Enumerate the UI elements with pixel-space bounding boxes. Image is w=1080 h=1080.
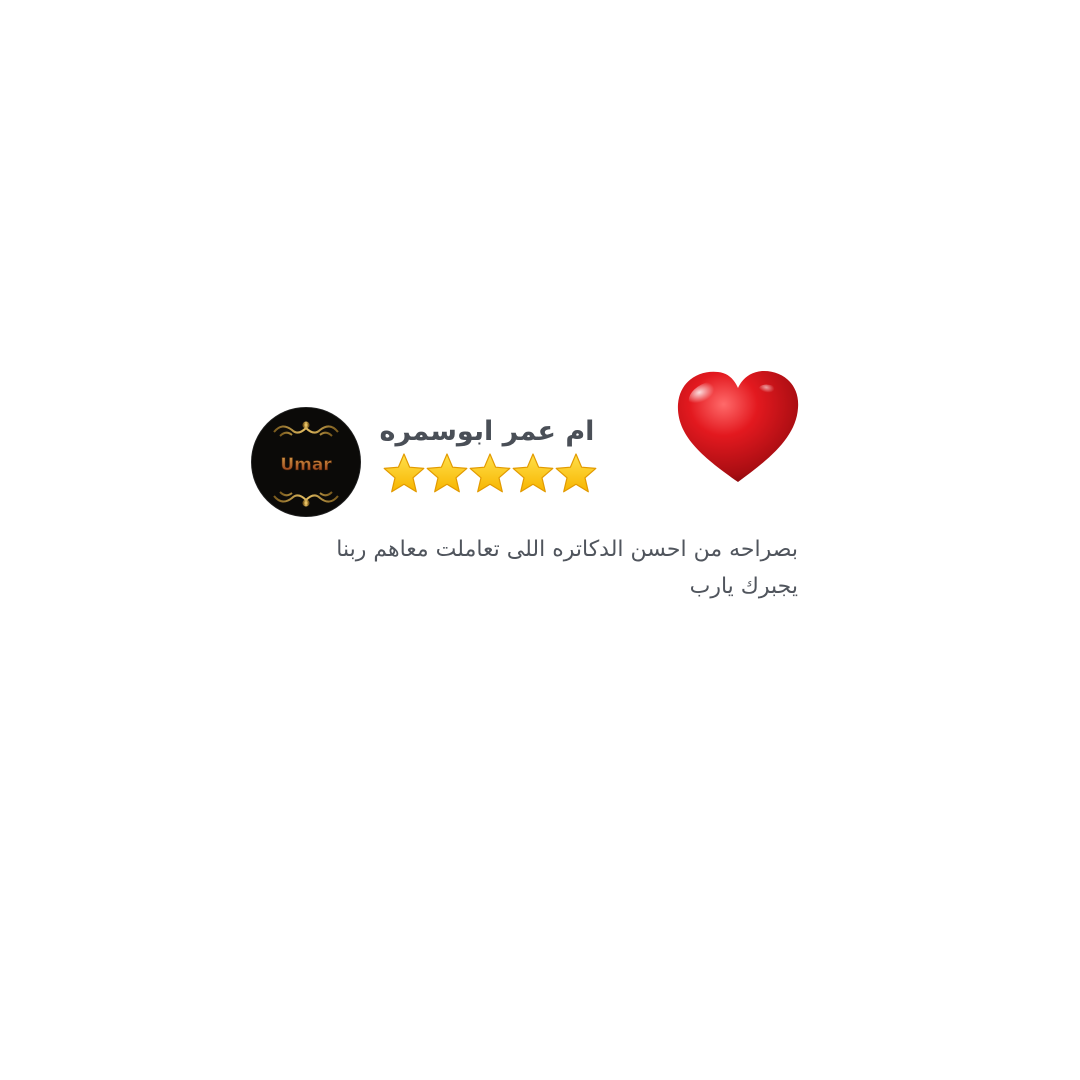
reviewer-name: ام عمر ابوسمره [379, 416, 595, 447]
star-rating [382, 452, 600, 498]
svg-text:Umar: Umar [280, 455, 332, 475]
star-icon [382, 452, 426, 496]
star-icon [554, 452, 598, 496]
avatar [252, 408, 360, 516]
heart-icon [674, 366, 802, 488]
star-icon [468, 452, 512, 496]
star-icon [425, 452, 469, 496]
review-text: بصراحه من احسن الدكاتره اللى تعاملت معاهم ربنا يجبرك يارب [336, 537, 798, 599]
star-icon [511, 452, 555, 496]
